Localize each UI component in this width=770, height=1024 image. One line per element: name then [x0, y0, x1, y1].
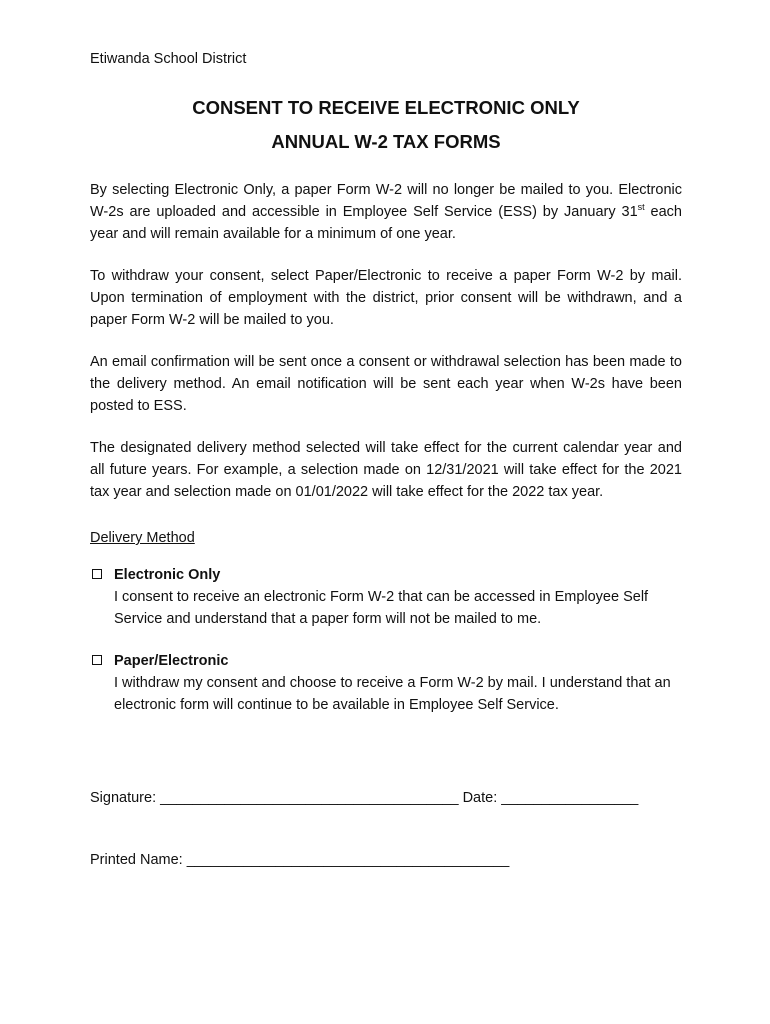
option-electronic-only-title: Electronic Only: [114, 567, 221, 583]
signature-row: [90, 788, 682, 808]
paragraph-electronic-info: [90, 179, 682, 245]
consent-form-page: [90, 49, 682, 870]
option-electronic-only-text: I consent to receive an electronic Form W-2 that can be accessed in Employee Self Service and understand that a paper form will not be mailed to me.: [114, 589, 649, 627]
paragraph-withdraw-consent: To withdraw your consent, select Paper/Electronic to receive a paper Form W-2 by mail. Upon termination of employment with the district, prior consent will be withdrawn, and a paper Form W-2 will be mailed to you.: [90, 268, 682, 328]
option-paper-electronic: [90, 650, 682, 716]
signature-field[interactable]: _____________________________________: [160, 790, 459, 806]
superscript-st: st: [637, 202, 645, 213]
option-paper-electronic-text: I withdraw my consent and choose to receive a Form W-2 by mail. I understand that an electronic form will continue to be available in Employee Self Service.: [114, 675, 671, 713]
delivery-method-label: Delivery Method: [90, 530, 195, 546]
paragraph-electronic-info-b: each year and will remain available for a minimum of one year.: [90, 204, 682, 242]
printed-name-label: Printed Name:: [90, 852, 183, 868]
printed-name-row: [90, 850, 682, 870]
option-paper-electronic-title: Paper/Electronic: [114, 653, 229, 669]
district-name: Etiwanda School District: [90, 51, 247, 67]
printed-name-field[interactable]: ________________________________________: [186, 852, 510, 868]
paragraph-effective-date: The designated delivery method selected will take effect for the current calendar year and all future years. For example, a selection made on 12/31/2021 will take effect for the 2021 tax year and selection made on 01/01/2022 will take effect for the 2022 tax year.: [90, 440, 682, 500]
paper-electronic-checkbox[interactable]: [92, 655, 102, 665]
paragraph-electronic-info-a: By selecting Electronic Only, a paper Form W-2 will no longer be mailed to you. Electronic W-2s are uploaded and accessible in Employee Self Service (ESS) by January 31: [90, 182, 682, 220]
paragraph-email-confirmation: An email confirmation will be sent once a consent or withdrawal selection has been made to the delivery method. An email notification will be sent each year when W-2s have been posted to ESS.: [90, 354, 682, 414]
form-title-line-2: ANNUAL W-2 TAX FORMS: [271, 131, 501, 152]
form-title-line-1: CONSENT TO RECEIVE ELECTRONIC ONLY: [192, 97, 580, 118]
date-label: Date:: [462, 790, 498, 806]
electronic-only-checkbox[interactable]: [92, 569, 102, 579]
signature-label: Signature:: [90, 790, 157, 806]
option-electronic-only: [90, 564, 682, 630]
date-field[interactable]: _________________: [501, 790, 639, 806]
